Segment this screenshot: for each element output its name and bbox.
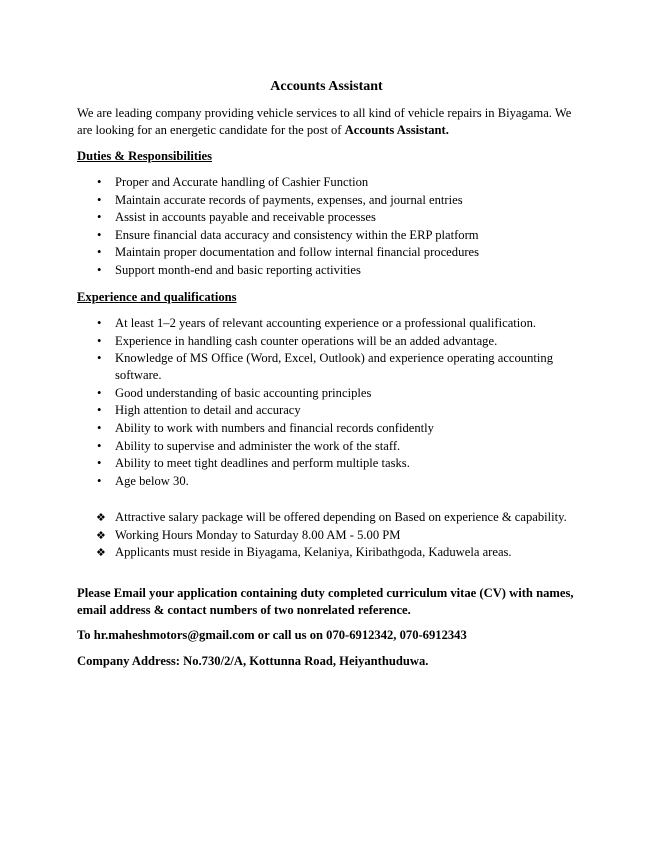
list-item: • At least 1–2 years of relevant accounting experience or a professional qualification. [77,315,577,332]
diamond-bullet-icon: ❖ [96,511,106,524]
list-item: • Experience in handling cash counter operations will be an added advantage. [77,333,577,350]
list-item [77,544,582,561]
list-item: • Support month-end and basic reporting activities [77,262,577,279]
list-item: • Maintain accurate records of payments, expenses, and journal entries [77,192,577,209]
job-title: Accounts Assistant [270,79,383,94]
experience-heading: Experience and qualifications [77,290,237,304]
list-item: • Ability to work with numbers and financial records confidently [77,420,577,437]
benefits-list [77,509,582,562]
experience-list [77,315,577,490]
benefit-text: Working Hours Monday to Saturday 8.00 AM - 5.00 PM [115,527,401,542]
benefit-text: Attractive salary package will be offered depending on Based on experience & capability. [115,510,567,524]
intro-post-name: Accounts Assistant. [344,123,449,137]
list-item: • Assist in accounts payable and receivable processes [77,209,577,226]
list-item [77,527,582,544]
benefit-text: Applicants must reside in Biyagama, Kelaniya, Kiribathgoda, Kaduwela areas. [115,545,512,560]
list-item: • Ensure financial data accuracy and consistency within the ERP platform [77,227,577,244]
diamond-bullet-icon: ❖ [96,546,106,560]
application-instructions: Please Email your application containing duty completed curriculum vitae (CV) with names, email address & contact numbers of two nonrelated reference. [77,586,574,617]
duties-list [77,174,577,280]
list-item: • Ability to meet tight deadlines and perform multiple tasks. [77,455,577,472]
list-item: • Proper and Accurate handling of Cashier Function [77,174,577,191]
diamond-bullet-icon: ❖ [96,528,106,542]
list-item: • Good understanding of basic accounting principles [77,385,577,402]
duties-heading: Duties & Responsibilities [77,149,213,163]
company-address: Company Address: No.730/2/A, Kottunna Road, Heiyanthuduwa. [77,654,429,668]
list-item: • Knowledge of MS Office (Word, Excel, Outlook) and experience operating accounting software. [77,350,577,384]
list-item: • High attention to detail and accuracy [77,402,577,419]
list-item: • Age below 30. [77,473,577,490]
intro-text: We are leading company providing vehicle services to all kind of vehicle repairs in Biyagama. We are looking for an energetic candidate for the post of [77,106,572,137]
list-item: • Ability to supervise and administer the work of the staff. [77,438,577,455]
list-item [77,509,582,526]
contact-line: To hr.maheshmotors@gmail.com or call us on 070-6912342, 070-6912343 [77,628,467,642]
intro-paragraph [77,105,582,139]
list-item: • Maintain proper documentation and follow internal financial procedures [77,244,577,261]
